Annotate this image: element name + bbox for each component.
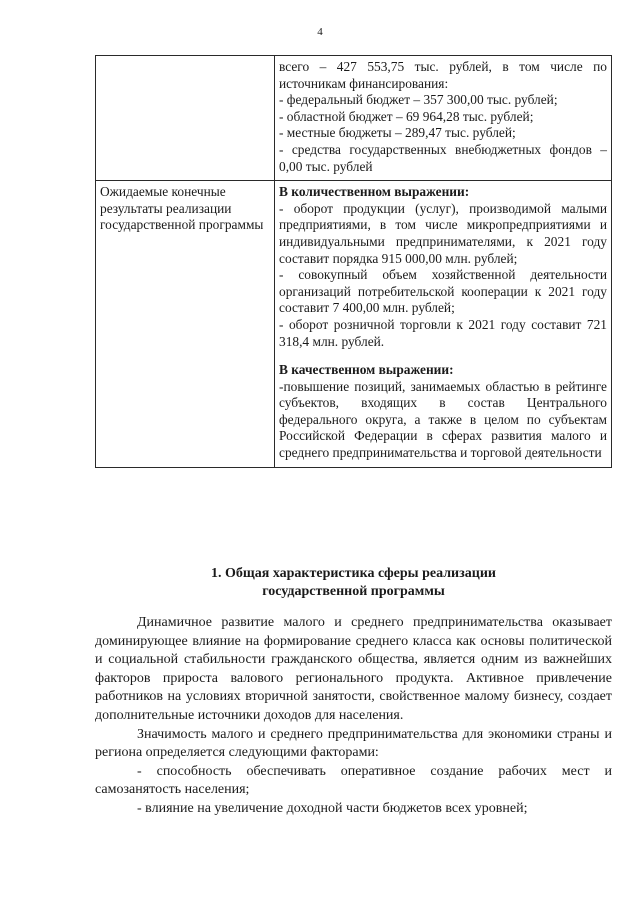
results-value-cell xyxy=(275,181,612,468)
financing-label-cell xyxy=(96,56,275,181)
program-passport-table xyxy=(95,55,612,468)
financing-federal: - федеральный бюджет – 357 300,00 тыс. рублей; xyxy=(279,92,558,108)
paragraph-bullet: - влияние на увеличение доходной части бюджетов всех уровней; xyxy=(137,800,528,816)
section-title-line-1: 1. Общая характеристика сферы реализации xyxy=(211,566,496,581)
quantitative-item: - оборот продукции (услуг), производимой малыми предприятиями, в том числе микропредприятиями и индивидуальными предпринимателями, к 2021 году составит порядка 915 000,00 млн. рублей; xyxy=(279,200,607,266)
qualitative-item: -повышение позиций, занимаемых областью в рейтинге субъектов, входящих в состав Центрального федерального округа, а также в целом по субъектам Российской Федерации в сферах развития малого и среднего предпринимательства и торговой деятельности xyxy=(279,378,607,461)
results-label-cell: Ожидаемые конечные результаты реализации государственной программы xyxy=(96,181,275,468)
table-row-financing xyxy=(96,56,612,181)
financing-total: всего – 427 553,75 тыс. рублей, в том числе по источникам финансирования: xyxy=(279,59,607,91)
section-title xyxy=(95,565,612,601)
spacer xyxy=(279,350,607,362)
paragraph: Значимость малого и среднего предпринимательства для экономики страны и региона определяется следующими факторами: xyxy=(95,726,612,761)
section-body xyxy=(95,614,612,819)
financing-extrabudgetary: - средства государственных внебюджетных фондов – 0,00 тыс. рублей xyxy=(279,141,607,174)
table-row-results xyxy=(96,181,612,468)
financing-local: - местные бюджеты – 289,47 тыс. рублей; xyxy=(279,125,516,141)
quantitative-heading: В количественном выражении: xyxy=(279,184,470,200)
paragraph: Динамичное развитие малого и среднего предпринимательства оказывает доминирующее влияние на формирование среднего класса как основы политической и социальной стабильности гражданского общества, является одним из важнейших факторов прироста валового регионального продукта. Активное привлечение работников на условиях вторичной занятости, свойственное малому бизнесу, создает дополнительные источники доходов для населения. xyxy=(95,615,612,723)
section-title-line-2: государственной программы xyxy=(262,584,445,599)
financing-value-cell xyxy=(275,56,612,181)
paragraph-bullet: - способность обеспечивать оперативное создание рабочих мест и самозанятость населения; xyxy=(95,763,612,798)
financing-regional: - областной бюджет – 69 964,28 тыс. рублей; xyxy=(279,108,534,124)
page-number: 4 xyxy=(317,26,323,38)
quantitative-item: - совокупный объем хозяйственной деятельности организаций потребительской кооперации к 2021 году составит 7 400,00 млн. рублей; xyxy=(279,267,607,316)
qualitative-heading: В качественном выражении: xyxy=(279,362,454,378)
quantitative-item: - оборот розничной торговли к 2021 году составит 721 318,4 млн. рублей. xyxy=(279,316,607,349)
